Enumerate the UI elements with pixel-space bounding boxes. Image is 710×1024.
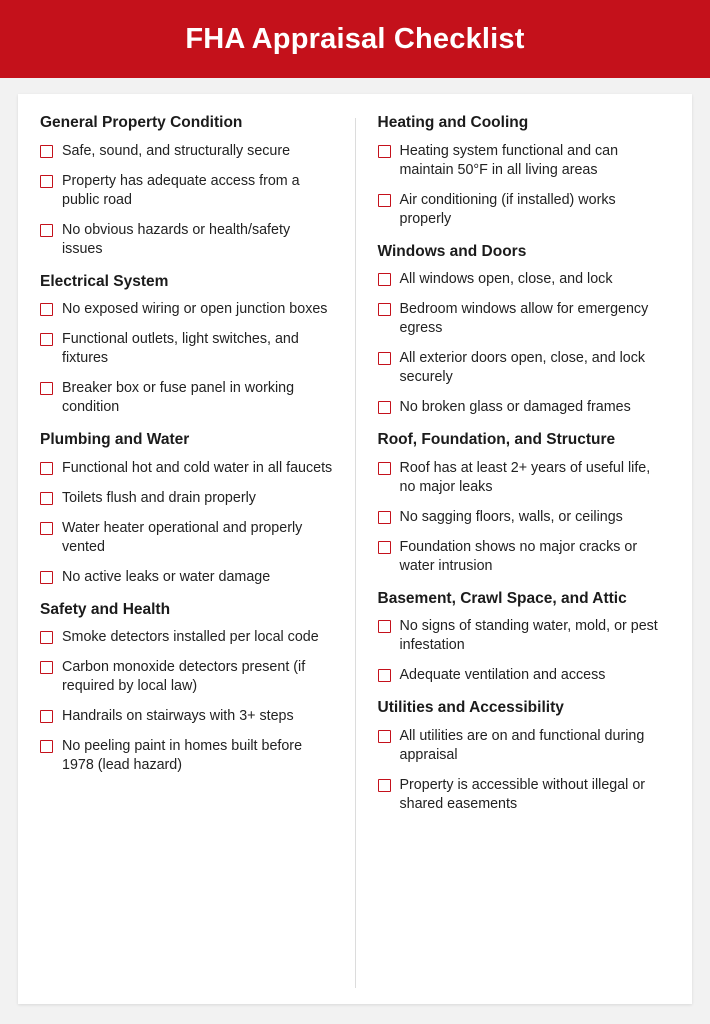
- section-windows-and-doors: [378, 243, 671, 418]
- checklist-item-label: No obvious hazards or health/safety issues: [62, 221, 291, 257]
- checkbox-icon[interactable]: [378, 669, 391, 682]
- checkbox-icon[interactable]: [40, 175, 53, 188]
- section-title: Electrical System: [40, 272, 169, 290]
- checklist-item[interactable]: [40, 519, 333, 557]
- checklist-item[interactable]: [40, 658, 333, 696]
- checklist-item-label: Toilets flush and drain properly: [62, 489, 256, 506]
- checklist-item-label: All utilities are on and functional during appraisal: [399, 727, 645, 763]
- checklist-item-label: Roof has at least 2+ years of useful life, no major leaks: [399, 459, 651, 495]
- checklist-item[interactable]: [378, 508, 671, 527]
- checkbox-icon[interactable]: [40, 333, 53, 346]
- column-divider: [355, 118, 356, 988]
- checklist-item[interactable]: [40, 707, 333, 726]
- checklist-item[interactable]: [40, 489, 333, 508]
- section-title: Safety and Health: [40, 600, 171, 618]
- checkbox-icon[interactable]: [378, 194, 391, 207]
- checkbox-icon[interactable]: [40, 145, 53, 158]
- checklist-item[interactable]: [40, 221, 333, 259]
- checklist-sheet: [18, 94, 692, 1004]
- checklist-item[interactable]: [40, 628, 333, 647]
- checkbox-icon[interactable]: [378, 145, 391, 158]
- checklist-item-label: Property is accessible without illegal or shared easements: [399, 776, 646, 812]
- checklist-item-label: All windows open, close, and lock: [399, 271, 613, 288]
- section-title: Heating and Cooling: [377, 114, 529, 131]
- checklist-item-label: All exterior doors open, close, and lock securely: [399, 350, 646, 386]
- checkbox-icon[interactable]: [40, 710, 53, 723]
- checklist-item[interactable]: [40, 330, 333, 368]
- checkbox-icon[interactable]: [40, 522, 53, 535]
- checklist-item[interactable]: [40, 172, 333, 210]
- section-title: Plumbing and Water: [40, 431, 190, 449]
- checkbox-icon[interactable]: [378, 541, 391, 554]
- checklist-item[interactable]: [40, 379, 333, 417]
- checkbox-icon[interactable]: [378, 462, 391, 475]
- checklist-item-label: Carbon monoxide detectors present (if required by local law): [62, 659, 306, 695]
- checklist-item-label: Functional hot and cold water in all faucets: [62, 459, 333, 476]
- checklist-item-label: No active leaks or water damage: [62, 568, 271, 585]
- page-header: [0, 0, 710, 78]
- checkbox-icon[interactable]: [40, 631, 53, 644]
- checklist-item-label: Safe, sound, and structurally secure: [62, 142, 291, 159]
- section-title: Windows and Doors: [377, 242, 527, 260]
- checkbox-icon[interactable]: [378, 730, 391, 743]
- checklist-item[interactable]: [40, 459, 333, 478]
- section-safety-and-health: [40, 601, 333, 776]
- checkbox-icon[interactable]: [378, 273, 391, 286]
- checklist-item-label: Adequate ventilation and access: [399, 667, 606, 684]
- checkbox-icon[interactable]: [40, 224, 53, 237]
- checklist-item-label: Heating system functional and can maintain 50°F in all living areas: [399, 142, 619, 178]
- checklist-item-label: Foundation shows no major cracks or water intrusion: [399, 538, 638, 574]
- section-basement-crawl-space-and-attic: [378, 590, 671, 686]
- checklist-item-label: Air conditioning (if installed) works properly: [399, 191, 616, 227]
- checklist-item[interactable]: [40, 737, 333, 775]
- checkbox-icon[interactable]: [378, 401, 391, 414]
- checkbox-icon[interactable]: [378, 352, 391, 365]
- checklist-item[interactable]: [378, 776, 671, 814]
- checklist-item[interactable]: [378, 191, 671, 229]
- checklist-column-left: [40, 114, 333, 992]
- section-title: Utilities and Accessibility: [377, 699, 564, 717]
- checklist-item-label: Property has adequate access from a public road: [62, 172, 300, 208]
- checklist-item[interactable]: [378, 398, 671, 417]
- checklist-item[interactable]: [40, 300, 333, 319]
- checkbox-icon[interactable]: [378, 303, 391, 316]
- checklist-item-label: No exposed wiring or open junction boxes: [62, 301, 328, 318]
- checkbox-icon[interactable]: [378, 511, 391, 524]
- checkbox-icon[interactable]: [378, 779, 391, 792]
- checklist-item-label: No signs of standing water, mold, or pest infestation: [399, 618, 658, 654]
- checkbox-icon[interactable]: [40, 661, 53, 674]
- checkbox-icon[interactable]: [40, 740, 53, 753]
- checklist-item-label: Water heater operational and properly vented: [62, 519, 303, 555]
- checklist-item-label: Functional outlets, light switches, and fixtures: [62, 331, 299, 367]
- checklist-item-label: No sagging floors, walls, or ceilings: [399, 508, 623, 525]
- checklist-item-label: Bedroom windows allow for emergency egress: [399, 301, 649, 337]
- section-title: General Property Condition: [40, 114, 243, 131]
- checkbox-icon[interactable]: [40, 571, 53, 584]
- checkbox-icon[interactable]: [378, 620, 391, 633]
- checklist-item[interactable]: [378, 142, 671, 180]
- checkbox-icon[interactable]: [40, 382, 53, 395]
- page-title: FHA Appraisal Checklist: [185, 22, 525, 55]
- checklist-item-label: No broken glass or damaged frames: [399, 399, 631, 416]
- section-title: Basement, Crawl Space, and Attic: [377, 589, 627, 607]
- checklist-item[interactable]: [40, 568, 333, 587]
- checkbox-icon[interactable]: [40, 462, 53, 475]
- checklist-item-label: No peeling paint in homes built before 1978 (lead hazard): [62, 738, 303, 774]
- checkbox-icon[interactable]: [40, 303, 53, 316]
- checklist-item[interactable]: [378, 349, 671, 387]
- checklist-item[interactable]: [378, 300, 671, 338]
- section-heating-and-cooling: [378, 114, 671, 229]
- section-title: Roof, Foundation, and Structure: [377, 431, 616, 449]
- checklist-item[interactable]: [378, 666, 671, 685]
- checklist-item[interactable]: [378, 459, 671, 497]
- section-general-property-condition: [40, 114, 333, 259]
- checklist-item[interactable]: [378, 270, 671, 289]
- checklist-item[interactable]: [378, 617, 671, 655]
- section-roof-foundation-and-structure: [378, 431, 671, 576]
- checklist-item-label: Breaker box or fuse panel in working condition: [62, 380, 295, 416]
- section-utilities-and-accessibility: [378, 699, 671, 814]
- checklist-item-label: Handrails on stairways with 3+ steps: [62, 708, 294, 725]
- checkbox-icon[interactable]: [40, 492, 53, 505]
- section-plumbing-and-water: [40, 431, 333, 587]
- checklist-item[interactable]: [378, 538, 671, 576]
- section-electrical-system: [40, 273, 333, 418]
- checklist-column-right: [378, 114, 671, 992]
- checklist-item-label: Smoke detectors installed per local code: [62, 629, 319, 646]
- checklist-item[interactable]: [40, 142, 333, 161]
- checklist-item[interactable]: [378, 727, 671, 765]
